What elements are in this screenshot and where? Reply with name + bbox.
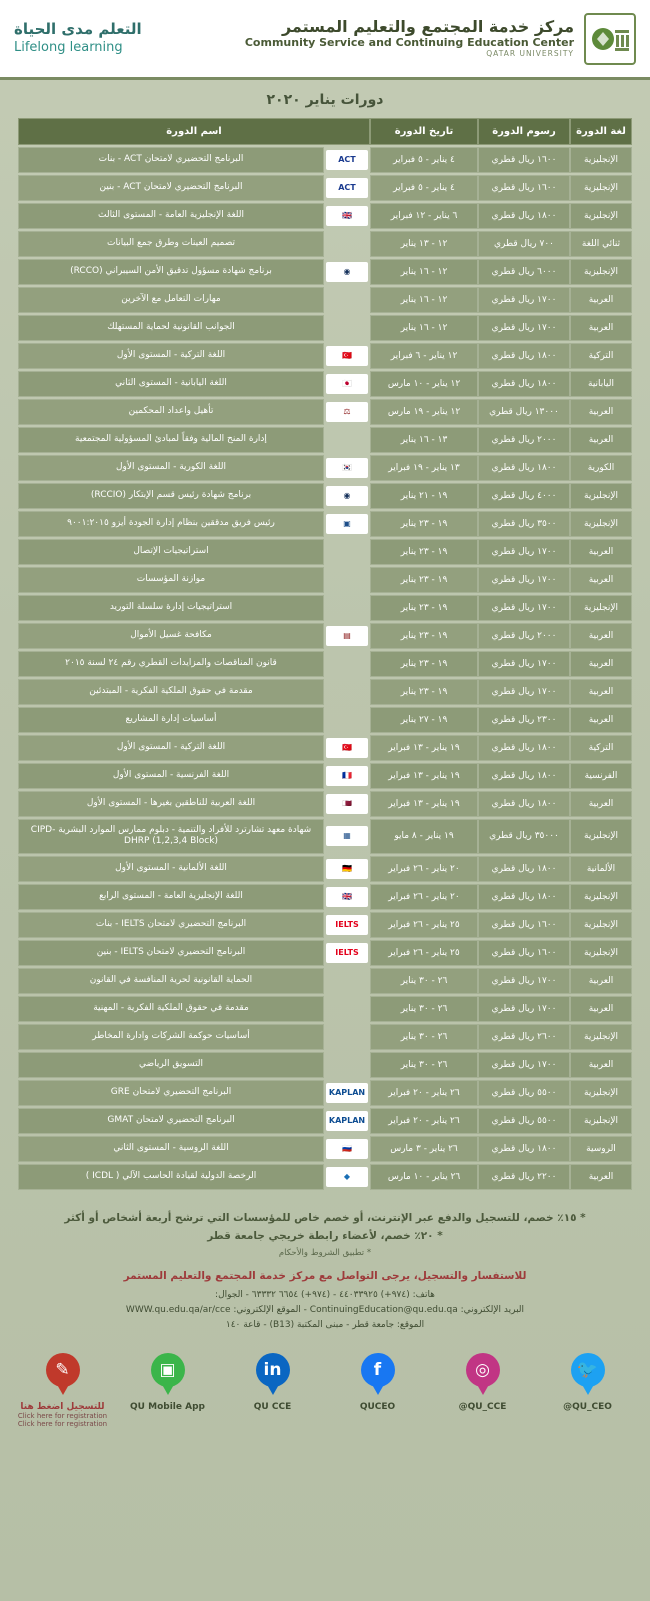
table-row: [18, 427, 632, 453]
cell-fee: ١٧٠٠ ريال قطري: [478, 287, 570, 313]
cell-course-name: اللغة التركية - المستوى الأول: [18, 343, 324, 369]
cell-fee: ١٨٠٠ ريال قطري: [478, 856, 570, 882]
social-item[interactable]: [223, 1353, 323, 1412]
tagline-block: [14, 20, 142, 56]
cell-course-logo: [324, 175, 370, 201]
cell-fee: ٣٥٠٠ ريال قطري: [478, 511, 570, 537]
table-row: [18, 856, 632, 882]
table-row: [18, 175, 632, 201]
cell-course-logo: [324, 735, 370, 761]
cell-course-logo: [324, 147, 370, 173]
cell-course-logo: [324, 1136, 370, 1162]
cell-course-name: مكافحة غسيل الأموال: [18, 623, 324, 649]
brand-title-ar: مركز خدمة المجتمع والتعليم المستمر: [281, 17, 574, 37]
cell-date: ١٩ - ٢٣ يناير: [370, 623, 478, 649]
table-row: [18, 287, 632, 313]
course-logo-icon: 🇹🇷: [326, 738, 368, 758]
table-row: [18, 1080, 632, 1106]
cell-course-name: شهادة معهد تشارترد للأفراد والتنمية - دبلوم ممارس الموارد البشرية CIPD- DHRP (1,2,3,4 Block): [18, 819, 324, 854]
table-row: [18, 763, 632, 789]
tagline-ar: التعلم مدى الحياة: [14, 20, 142, 39]
cell-course-name: اللغة الإنجليزية العامة - المستوى الثالث: [18, 203, 324, 229]
table-row: [18, 399, 632, 425]
cell-date: ٢٦ - ٣٠ يناير: [370, 1052, 478, 1078]
cell-date: ٤ يناير - ٥ فبراير: [370, 147, 478, 173]
course-logo-icon: 🇬🇧: [326, 887, 368, 907]
cell-fee: ١٧٠٠ ريال قطري: [478, 1052, 570, 1078]
cell-date: ٢٥ يناير - ٢٦ فبراير: [370, 940, 478, 966]
cell-fee: ٢٠٠٠ ريال قطري: [478, 623, 570, 649]
cell-date: ٢٦ يناير - ١٠ مارس: [370, 1164, 478, 1190]
cell-course-logo: [324, 343, 370, 369]
social-item[interactable]: [13, 1353, 113, 1428]
linkedin-icon[interactable]: in: [256, 1353, 290, 1397]
register-sublabel: Click here for registration: [17, 1420, 108, 1429]
cell-date: ١٢ يناير - ١٩ مارس: [370, 399, 478, 425]
note-discount-online: * ١٥٪ خصم، للتسجيل والدفع عبر الإنترنت، أو خصم خاص للمؤسسات التي ترشح أربعة أشخاص أو أكثر: [64, 1211, 586, 1224]
register-here-icon[interactable]: ✎: [46, 1353, 80, 1397]
cell-course-name: اللغة التركية - المستوى الأول: [18, 735, 324, 761]
cell-fee: ٢٢٠٠ ريال قطري: [478, 1164, 570, 1190]
cell-language: العربية: [570, 791, 632, 817]
cell-course-logo: [324, 315, 370, 341]
social-label: QU CCE: [253, 1402, 292, 1413]
cell-fee: ١٨٠٠ ريال قطري: [478, 455, 570, 481]
cell-language: الإنجليزية: [570, 483, 632, 509]
table-row: [18, 567, 632, 593]
table-body: [18, 147, 632, 1190]
contact-email: البريد الإلكتروني: ContinuingEducation@qu.edu.qa - الموقع الإلكتروني: WWW.qu.edu.qa/ar/cce: [125, 1304, 525, 1315]
cell-course-logo: [324, 399, 370, 425]
cell-course-name: قانون المناقصات والمزايدات القطري رقم ٢٤ لسنة ٢٠١٥: [18, 651, 324, 677]
cell-fee: ٢٦٠٠ ريال قطري: [478, 1024, 570, 1050]
cell-language: اليابانية: [570, 371, 632, 397]
cell-course-name: الرخصة الدولية لقيادة الحاسب الآلي ( ICDL ): [18, 1164, 324, 1190]
cell-language: الإنجليزية: [570, 1108, 632, 1134]
facebook-icon[interactable]: f: [361, 1353, 395, 1397]
cell-course-name: رئيس فريق مدققين بنظام إدارة الجودة أيزو ٩٠٠١:٢٠١٥: [18, 511, 324, 537]
cell-fee: ١٧٠٠ ريال قطري: [478, 968, 570, 994]
header-name: اسم الدورة: [18, 118, 370, 145]
cell-fee: ٢٣٠٠ ريال قطري: [478, 707, 570, 733]
cell-course-name: أساسيات إدارة المشاريع: [18, 707, 324, 733]
cell-language: ثنائي اللغة: [570, 231, 632, 257]
cell-date: ١٢ - ١٦ يناير: [370, 315, 478, 341]
cell-language: الإنجليزية: [570, 259, 632, 285]
cell-course-name: الحماية القانونية لحرية المنافسة في القانون: [18, 968, 324, 994]
cell-date: ٢٦ يناير - ٣ مارس: [370, 1136, 478, 1162]
cell-course-name: اللغة الإنجليزية العامة - المستوى الرابع: [18, 884, 324, 910]
cell-fee: ١٧٠٠ ريال قطري: [478, 315, 570, 341]
cell-language: العربية: [570, 427, 632, 453]
cell-date: ١٩ - ٢٣ يناير: [370, 511, 478, 537]
social-label: @QU_CCE: [458, 1402, 507, 1413]
course-logo-icon: 🇶🇦: [326, 794, 368, 814]
cell-course-name: برنامج شهادة مسؤول تدقيق الأمن السيبراني (RCCO): [18, 259, 324, 285]
brand-block: [245, 13, 636, 65]
header-language: لغة الدورة: [570, 118, 632, 145]
cell-course-logo: [324, 884, 370, 910]
cell-language: الإنجليزية: [570, 175, 632, 201]
cell-fee: ٥٥٠٠ ريال قطري: [478, 1080, 570, 1106]
cell-fee: ٧٠٠ ريال قطري: [478, 231, 570, 257]
cell-fee: ١٨٠٠ ريال قطري: [478, 203, 570, 229]
tagline-en: Lifelong learning: [14, 39, 123, 55]
table-row: [18, 912, 632, 938]
cell-date: ١٩ - ٢٧ يناير: [370, 707, 478, 733]
cell-date: ١٢ يناير - ١٠ مارس: [370, 371, 478, 397]
social-label: QUCEO: [359, 1402, 396, 1413]
cell-course-logo: [324, 371, 370, 397]
cell-language: العربية: [570, 707, 632, 733]
cell-course-logo: [324, 259, 370, 285]
cell-fee: ١٦٠٠ ريال قطري: [478, 175, 570, 201]
cell-course-logo: [324, 763, 370, 789]
cell-fee: ١٧٠٠ ريال قطري: [478, 595, 570, 621]
note-discount-alumni: * ٢٠٪ خصم، لأعضاء رابطة خريجي جامعة قطر: [207, 1229, 443, 1242]
cell-language: الإنجليزية: [570, 884, 632, 910]
cell-date: ١٩ - ٢٣ يناير: [370, 651, 478, 677]
notes-block: [0, 1192, 650, 1338]
cell-date: ٢٦ - ٣٠ يناير: [370, 996, 478, 1022]
cell-language: الإنجليزية: [570, 940, 632, 966]
cell-course-name: البرنامج التحضيري لامتحان ACT - بنين: [18, 175, 324, 201]
social-footer: [0, 1337, 650, 1446]
table-row: [18, 259, 632, 285]
cell-course-logo: [324, 483, 370, 509]
social-item[interactable]: [433, 1353, 533, 1412]
social-sublabel: Click here for registration: [17, 1412, 108, 1421]
cell-course-logo: [324, 511, 370, 537]
table-row: [18, 679, 632, 705]
cell-date: ١٩ - ٢٣ يناير: [370, 679, 478, 705]
table-row: [18, 735, 632, 761]
cell-course-name: مهارات التعامل مع الآخرين: [18, 287, 324, 313]
note-terms: * تطبيق الشروط والأحكام: [278, 1247, 372, 1258]
cell-fee: ٥٥٠٠ ريال قطري: [478, 1108, 570, 1134]
cell-date: ١٣ يناير - ١٩ فبراير: [370, 455, 478, 481]
contact-address: الموقع: جامعة قطر - مبنى المكتبة (B13) - قاعة ١٤٠: [225, 1320, 425, 1331]
cell-course-name: البرنامج التحضيري لامتحان IELTS - بنين: [18, 940, 324, 966]
cell-course-logo: [324, 651, 370, 677]
social-label: @QU_CEO: [563, 1402, 612, 1413]
table-row: [18, 539, 632, 565]
course-logo-icon: ◆: [326, 1167, 368, 1187]
course-logo-icon: KAPLAN: [326, 1083, 368, 1103]
course-logo-icon: ACT: [326, 178, 368, 198]
cell-date: ١٩ يناير - ١٣ فبراير: [370, 735, 478, 761]
cell-course-name: مقدمة في حقوق الملكية الفكرية - المبتدئين: [18, 679, 324, 705]
course-logo-icon: 🇯🇵: [326, 374, 368, 394]
course-logo-icon: 🇷🇺: [326, 1139, 368, 1159]
cell-course-logo: [324, 567, 370, 593]
cell-course-logo: [324, 968, 370, 994]
cell-date: ١٩ - ٢٣ يناير: [370, 567, 478, 593]
cell-course-name: اللغة اليابانية - المستوى الثاني: [18, 371, 324, 397]
cell-course-name: استراتيجيات الإتصال: [18, 539, 324, 565]
cell-fee: ٤٠٠٠ ريال قطري: [478, 483, 570, 509]
brand-title-en: Community Service and Continuing Education Center: [244, 35, 574, 49]
cell-fee: ١٨٠٠ ريال قطري: [478, 763, 570, 789]
cell-date: ٢٠ يناير - ٢٦ فبراير: [370, 884, 478, 910]
cell-fee: ١٨٠٠ ريال قطري: [478, 884, 570, 910]
cell-language: العربية: [570, 623, 632, 649]
cell-fee: ١٨٠٠ ريال قطري: [478, 371, 570, 397]
cell-course-name: اللغة الكورية - المستوى الأول: [18, 455, 324, 481]
cell-date: ٢٦ يناير - ٢٠ فبراير: [370, 1080, 478, 1106]
cell-date: ١٩ - ٢٣ يناير: [370, 539, 478, 565]
cell-course-logo: [324, 819, 370, 854]
cell-course-name: تصميم العينات وطرق جمع البيانات: [18, 231, 324, 257]
cell-course-name: إدارة المنح المالية وفقاً لمبادئ المسؤولية المجتمعية: [18, 427, 324, 453]
cell-date: ٢٥ يناير - ٢٦ فبراير: [370, 912, 478, 938]
contact-lines: [22, 1288, 628, 1334]
table-row: [18, 231, 632, 257]
course-logo-icon: ▣: [326, 514, 368, 534]
cell-course-logo: [324, 595, 370, 621]
table-row: [18, 884, 632, 910]
table-row: [18, 371, 632, 397]
contact-title: للاستفسار والتسجيل، يرجى التواصل مع مركز خدمة المجتمع والتعليم المستمر: [123, 1269, 527, 1282]
table-row: [18, 203, 632, 229]
cell-date: ١٩ - ٢١ يناير: [370, 483, 478, 509]
table-row: [18, 707, 632, 733]
instagram-icon[interactable]: ◎: [466, 1353, 500, 1397]
cell-course-name: اللغة الألمانية - المستوى الأول: [18, 856, 324, 882]
cell-course-name: أساسيات حوكمة الشركات وادارة المخاطر: [18, 1024, 324, 1050]
course-logo-icon: 🇹🇷: [326, 346, 368, 366]
cell-course-name: تأهيل واعداد المحكمين: [18, 399, 324, 425]
table-row: [18, 483, 632, 509]
cell-language: الإنجليزية: [570, 1024, 632, 1050]
cell-language: العربية: [570, 679, 632, 705]
course-logo-icon: 🇫🇷: [326, 766, 368, 786]
cell-course-name: الجوانب القانونية لحماية المستهلك: [18, 315, 324, 341]
cell-language: التركية: [570, 735, 632, 761]
social-item[interactable]: [328, 1353, 428, 1412]
table-row: [18, 968, 632, 994]
cell-language: التركية: [570, 343, 632, 369]
qu-university-logo-icon: [584, 13, 636, 65]
table-row: [18, 819, 632, 854]
course-logo-icon: IELTS: [326, 915, 368, 935]
cell-date: ١٩ - ٢٣ يناير: [370, 595, 478, 621]
social-label: للتسجيل اضغط هنا: [20, 1402, 105, 1413]
course-logo-icon: ▦: [326, 826, 368, 846]
cell-language: الإنجليزية: [570, 511, 632, 537]
social-label: QU Mobile App: [130, 1402, 205, 1413]
cell-fee: ٦٠٠٠ ريال قطري: [478, 259, 570, 285]
cell-course-name: البرنامج التحضيري لامتحان IELTS - بنات: [18, 912, 324, 938]
cell-course-logo: [324, 707, 370, 733]
course-logo-icon: ◉: [326, 262, 368, 282]
cell-fee: ١٧٠٠ ريال قطري: [478, 567, 570, 593]
cell-language: العربية: [570, 539, 632, 565]
course-logo-icon: KAPLAN: [326, 1111, 368, 1131]
courses-table-wrapper: [0, 116, 650, 1192]
cell-fee: ١٧٠٠ ريال قطري: [478, 679, 570, 705]
cell-course-logo: [324, 1080, 370, 1106]
course-logo-icon: IELTS: [326, 943, 368, 963]
cell-fee: ١٨٠٠ ريال قطري: [478, 791, 570, 817]
courses-table: [18, 116, 632, 1192]
table-row: [18, 147, 632, 173]
course-logo-icon: ◉: [326, 486, 368, 506]
course-logo-icon: 🇰🇷: [326, 458, 368, 478]
cell-date: ١٩ يناير - ١٣ فبراير: [370, 791, 478, 817]
course-logo-icon: ▤: [326, 626, 368, 646]
cell-course-logo: [324, 539, 370, 565]
cell-course-logo: [324, 996, 370, 1022]
table-row: [18, 940, 632, 966]
cell-course-logo: [324, 856, 370, 882]
table-row: [18, 511, 632, 537]
cell-date: ٢٦ - ٣٠ يناير: [370, 968, 478, 994]
cell-date: ١٣ - ١٦ يناير: [370, 427, 478, 453]
cell-fee: ١٧٠٠ ريال قطري: [478, 651, 570, 677]
cell-course-name: موازنة المؤسسات: [18, 567, 324, 593]
cell-language: العربية: [570, 315, 632, 341]
cell-date: ١٢ - ١٣ يناير: [370, 231, 478, 257]
cell-course-name: مقدمة في حقوق الملكية الفكرية - المهنية: [18, 996, 324, 1022]
table-row: [18, 315, 632, 341]
cell-language: العربية: [570, 399, 632, 425]
twitter-icon[interactable]: 🐦: [571, 1353, 605, 1397]
cell-date: ٦ يناير - ١٢ فبراير: [370, 203, 478, 229]
contact-phone: هاتف: (٩٧٤+) ٤٤٠٣٣٩٢٥ - (٩٧٤+) ٦٦٥٤ ٦٣٣٣٢ - الجوال:: [215, 1289, 435, 1300]
cell-course-logo: [324, 679, 370, 705]
course-logo-icon: 🇩🇪: [326, 859, 368, 879]
cell-course-name: البرنامج التحضيري لامتحان ACT - بنات: [18, 147, 324, 173]
social-item[interactable]: [538, 1353, 638, 1412]
cell-language: العربية: [570, 287, 632, 313]
cell-date: ١٢ - ١٦ يناير: [370, 287, 478, 313]
table-row: [18, 1136, 632, 1162]
header-date: تاريخ الدورة: [370, 118, 478, 145]
cell-course-logo: [324, 912, 370, 938]
cell-course-logo: [324, 1024, 370, 1050]
cell-course-logo: [324, 287, 370, 313]
cell-language: الإنجليزية: [570, 203, 632, 229]
cell-language: الكورية: [570, 455, 632, 481]
cell-course-name: اللغة العربية للناطقين بغيرها - المستوى الأول: [18, 791, 324, 817]
cell-date: ٢٠ يناير - ٢٦ فبراير: [370, 856, 478, 882]
table-row: [18, 455, 632, 481]
cell-fee: ١٣٠٠٠ ريال قطري: [478, 399, 570, 425]
cell-fee: ١٨٠٠ ريال قطري: [478, 1136, 570, 1162]
cell-language: الإنجليزية: [570, 912, 632, 938]
cell-course-logo: [324, 791, 370, 817]
cell-fee: ٣٥٠٠٠ ريال قطري: [478, 819, 570, 854]
cell-date: ٢٦ يناير - ٢٠ فبراير: [370, 1108, 478, 1134]
cell-course-name: اللغة الفرنسية - المستوى الأول: [18, 763, 324, 789]
cell-course-name: استراتيجيات إدارة سلسلة التوريد: [18, 595, 324, 621]
cell-language: الفرنسية: [570, 763, 632, 789]
cell-date: ٢٦ - ٣٠ يناير: [370, 1024, 478, 1050]
cell-date: ١٢ يناير - ٦ فبراير: [370, 343, 478, 369]
cell-language: العربية: [570, 651, 632, 677]
page-header: [0, 0, 650, 80]
cell-fee: ١٦٠٠ ريال قطري: [478, 912, 570, 938]
cell-language: الروسية: [570, 1136, 632, 1162]
cell-fee: ٢٠٠٠ ريال قطري: [478, 427, 570, 453]
cell-course-logo: [324, 203, 370, 229]
cell-course-logo: [324, 1052, 370, 1078]
cell-course-name: البرنامج التحضيري لامتحان GRE: [18, 1080, 324, 1106]
table-row: [18, 623, 632, 649]
brand-subtitle: QATAR UNIVERSITY: [486, 49, 574, 59]
table-row: [18, 791, 632, 817]
cell-fee: ١٨٠٠ ريال قطري: [478, 735, 570, 761]
cell-course-logo: [324, 427, 370, 453]
cell-fee: ١٦٠٠ ريال قطري: [478, 940, 570, 966]
cell-fee: ١٨٠٠ ريال قطري: [478, 343, 570, 369]
table-row: [18, 1164, 632, 1190]
course-logo-icon: ⚖: [326, 402, 368, 422]
course-logo-icon: 🇬🇧: [326, 206, 368, 226]
cell-course-logo: [324, 1108, 370, 1134]
table-row: [18, 1108, 632, 1134]
table-row: [18, 343, 632, 369]
cell-course-name: برنامج شهادة رئيس قسم الإبتكار (RCCIO): [18, 483, 324, 509]
cell-date: ١٢ - ١٦ يناير: [370, 259, 478, 285]
cell-language: العربية: [570, 1164, 632, 1190]
cell-fee: ١٧٠٠ ريال قطري: [478, 539, 570, 565]
cell-date: ١٩ يناير - ١٣ فبراير: [370, 763, 478, 789]
cell-course-logo: [324, 455, 370, 481]
page-title: دورات يناير ٢٠٢٠: [266, 92, 384, 108]
cell-fee: ١٦٠٠ ريال قطري: [478, 147, 570, 173]
table-row: [18, 1024, 632, 1050]
cell-language: العربية: [570, 567, 632, 593]
table-row: [18, 996, 632, 1022]
cell-language: الإنجليزية: [570, 1080, 632, 1106]
cell-course-logo: [324, 231, 370, 257]
cell-course-name: التسويق الرياضي: [18, 1052, 324, 1078]
cell-language: الإنجليزية: [570, 819, 632, 854]
mobile-app-icon[interactable]: ▣: [151, 1353, 185, 1397]
table-row: [18, 595, 632, 621]
cell-language: العربية: [570, 996, 632, 1022]
table-row: [18, 651, 632, 677]
cell-course-logo: [324, 940, 370, 966]
table-header-row: [18, 118, 632, 145]
cell-language: العربية: [570, 968, 632, 994]
header-fee: رسوم الدورة: [478, 118, 570, 145]
cell-language: الإنجليزية: [570, 595, 632, 621]
cell-language: الإنجليزية: [570, 147, 632, 173]
table-row: [18, 1052, 632, 1078]
social-item[interactable]: [118, 1353, 218, 1412]
cell-language: الألمانية: [570, 856, 632, 882]
cell-fee: ١٧٠٠ ريال قطري: [478, 996, 570, 1022]
course-logo-icon: ACT: [326, 150, 368, 170]
cell-course-logo: [324, 623, 370, 649]
cell-course-logo: [324, 1164, 370, 1190]
cell-language: العربية: [570, 1052, 632, 1078]
cell-course-name: البرنامج التحضيري لامتحان GMAT: [18, 1108, 324, 1134]
cell-date: ١٩ يناير - ٨ مايو: [370, 819, 478, 854]
cell-date: ٤ يناير - ٥ فبراير: [370, 175, 478, 201]
cell-course-name: اللغة الروسية - المستوى الثاني: [18, 1136, 324, 1162]
